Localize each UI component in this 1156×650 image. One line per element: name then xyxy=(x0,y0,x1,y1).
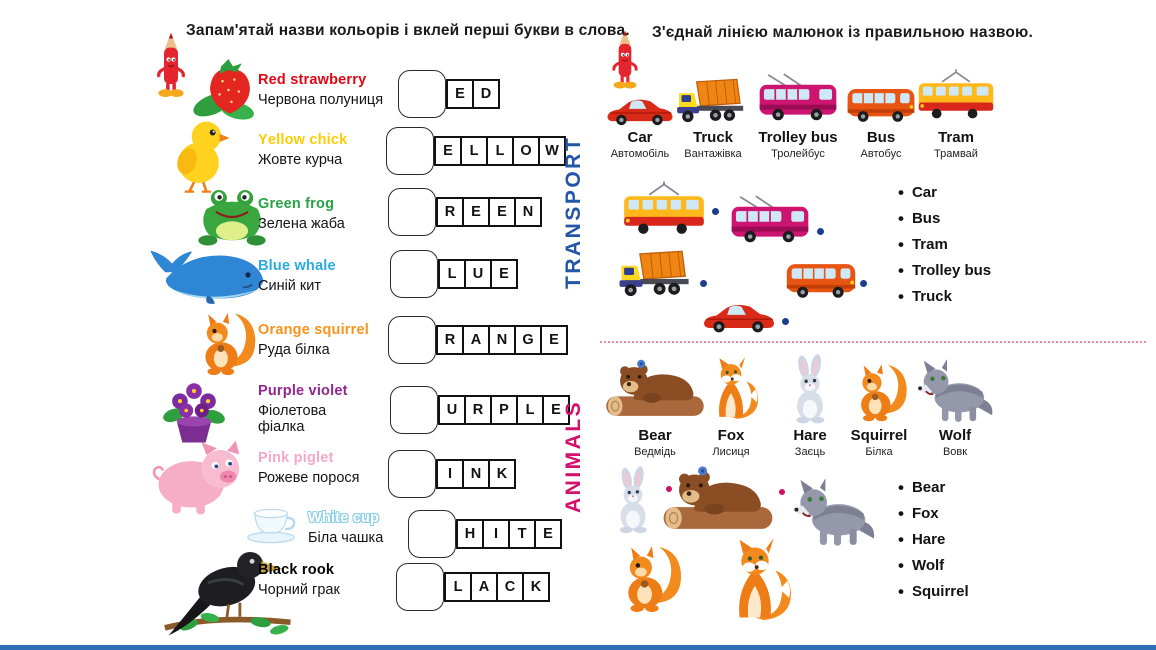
option-squirrel[interactable]: • Squirrel xyxy=(898,583,969,600)
option-hare[interactable]: • Hare xyxy=(898,531,969,548)
connector-dot[interactable] xyxy=(712,208,719,215)
card-label-en: Squirrel xyxy=(850,427,908,444)
answer-strip xyxy=(390,386,570,434)
answer-strip xyxy=(386,127,566,175)
card-label-uk: Трамвай xyxy=(934,148,978,160)
card-label-en: Truck xyxy=(692,129,734,146)
violet-illustration xyxy=(158,370,230,448)
letter-cell: E xyxy=(540,325,568,355)
connector-dot[interactable] xyxy=(666,486,672,492)
hare-illustration xyxy=(784,352,836,424)
letter-cell: R xyxy=(436,197,464,227)
car-picture[interactable] xyxy=(700,298,778,333)
tram-illustration xyxy=(913,62,999,126)
color-word-ukrainian: Фіолетова фіалка xyxy=(258,403,327,435)
letter-cell: D xyxy=(472,79,500,109)
letter-cell: E xyxy=(534,519,562,549)
option-bus[interactable]: • Bus xyxy=(898,210,991,227)
letter-cell: E xyxy=(488,197,516,227)
letter-cell: U xyxy=(464,259,492,289)
letter-cell: E xyxy=(490,259,518,289)
card-label-uk: Ведмідь xyxy=(634,446,676,458)
option-bear[interactable]: • Bear xyxy=(898,479,969,496)
sticker-slot[interactable] xyxy=(388,450,436,498)
card-label-en: Fox xyxy=(717,427,745,444)
connector-dot[interactable] xyxy=(700,280,707,287)
letter-cell: L xyxy=(486,136,514,166)
color-word-english: Blue whale xyxy=(258,258,336,274)
answer-strip xyxy=(396,563,550,611)
letter-cell: W xyxy=(538,136,566,166)
transport-card-trolley-bus[interactable] xyxy=(748,62,848,160)
letter-cell: E xyxy=(542,395,570,425)
color-word-ukrainian: Синій кит xyxy=(258,278,322,294)
letter-cell: N xyxy=(462,459,490,489)
car-illustration xyxy=(604,62,676,126)
color-word-ukrainian: Червона полуниця xyxy=(258,92,384,108)
squirrel-illustration xyxy=(847,352,911,424)
wolf-illustration xyxy=(914,352,996,424)
color-word-english: Black rook xyxy=(258,562,335,578)
transport-card-bus[interactable] xyxy=(843,62,919,160)
card-label-uk: Тролейбус xyxy=(771,148,825,160)
wolf-picture[interactable] xyxy=(790,476,878,548)
truck-picture[interactable] xyxy=(616,250,698,300)
hare-picture[interactable] xyxy=(608,466,658,534)
right-page-title: З'єднай лінією малюнок із правильною назвою. xyxy=(652,24,1033,41)
letter-cell: A xyxy=(462,325,490,355)
letter-cell: K xyxy=(522,572,550,602)
color-word-english: Red strawberry xyxy=(258,72,367,88)
animal-card-bear[interactable] xyxy=(600,352,710,458)
card-label-en: Wolf xyxy=(938,427,972,444)
animal-card-squirrel[interactable] xyxy=(844,352,914,458)
pencil-mascot-icon xyxy=(150,30,192,103)
color-word-english: Yellow chick xyxy=(258,132,348,148)
connector-dot[interactable] xyxy=(817,228,824,235)
sticker-slot[interactable] xyxy=(398,70,446,118)
letter-cell: L xyxy=(516,395,544,425)
left-page-title: Запам'ятай назви кольорів і вклей перші букви в слова. xyxy=(186,22,630,39)
letter-cell: H xyxy=(456,519,484,549)
card-label-en: Car xyxy=(627,129,653,146)
fox-illustration xyxy=(700,352,762,424)
squirrel-picture[interactable] xyxy=(612,538,686,615)
color-word-english: Purple violet xyxy=(258,383,348,399)
answer-strip xyxy=(388,188,542,236)
color-word-ukrainian: Руда білка xyxy=(258,342,330,358)
tram-picture[interactable] xyxy=(618,180,710,242)
letter-cell: N xyxy=(488,325,516,355)
card-label-uk: Лисиця xyxy=(712,446,750,458)
letter-cell: G xyxy=(514,325,542,355)
color-word-english: Green frog xyxy=(258,196,335,212)
option-fox[interactable]: • Fox xyxy=(898,505,969,522)
animals-section-label: ANIMALS xyxy=(562,399,585,513)
letter-cell: I xyxy=(436,459,464,489)
color-word-english: White cup xyxy=(308,510,380,526)
letter-cell: R xyxy=(436,325,464,355)
card-label-uk: Автомобіль xyxy=(610,148,670,160)
letter-cell: E xyxy=(446,79,474,109)
section-divider xyxy=(600,341,1146,343)
transport-card-truck[interactable] xyxy=(674,62,752,160)
card-label-en: Trolley bus xyxy=(758,129,838,146)
letter-cell: N xyxy=(514,197,542,227)
squirrel-illustration xyxy=(190,305,260,378)
letter-cell: P xyxy=(490,395,518,425)
transport-card-car[interactable] xyxy=(601,62,679,160)
trolley-bus-illustration xyxy=(754,62,842,126)
letter-cell: A xyxy=(470,572,498,602)
card-label-uk: Заєць xyxy=(794,446,826,458)
color-word-english: Pink piglet xyxy=(258,450,334,466)
letter-cell: T xyxy=(508,519,536,549)
letter-cell: E xyxy=(462,197,490,227)
truck-illustration xyxy=(674,62,752,126)
color-word-ukrainian: Зелена жаба xyxy=(258,216,345,232)
transport-section-label: TRANSPORT xyxy=(562,135,585,289)
card-label-en: Bear xyxy=(638,427,672,444)
card-label-en: Hare xyxy=(793,427,827,444)
card-label-uk: Автобус xyxy=(860,148,902,160)
bear-illustration xyxy=(603,352,707,424)
answer-strip xyxy=(390,250,518,298)
fox-picture[interactable] xyxy=(714,538,796,627)
answer-strip xyxy=(388,450,516,498)
option-truck[interactable]: • Truck xyxy=(898,288,991,305)
chick-illustration xyxy=(166,113,236,194)
card-label-uk: Вовк xyxy=(942,446,968,458)
sticker-slot[interactable] xyxy=(408,510,456,558)
letter-cell: K xyxy=(488,459,516,489)
letter-cell: O xyxy=(512,136,540,166)
bottom-page-bar xyxy=(0,645,1156,650)
card-label-en: Bus xyxy=(866,129,896,146)
card-label-uk: Вантажівка xyxy=(684,148,742,160)
connector-dot[interactable] xyxy=(860,280,867,287)
piglet-illustration xyxy=(148,438,248,517)
sticker-slot[interactable] xyxy=(390,250,438,298)
connector-dot[interactable] xyxy=(782,318,789,325)
option-car[interactable]: • Car xyxy=(898,184,991,201)
letter-cell: U xyxy=(438,395,466,425)
color-word-ukrainian: Біла чашка xyxy=(308,530,384,546)
card-label-uk: Білка xyxy=(865,446,893,458)
bear-picture[interactable] xyxy=(660,460,776,538)
color-word-ukrainian: Рожеве порося xyxy=(258,470,360,486)
bus-picture[interactable] xyxy=(783,258,859,302)
card-label-en: Tram xyxy=(938,129,974,146)
sticker-slot[interactable] xyxy=(396,563,444,611)
sticker-slot[interactable] xyxy=(390,386,438,434)
animal-options-list xyxy=(898,479,969,609)
color-word-ukrainian: Жовте курча xyxy=(258,152,343,168)
letter-cell: I xyxy=(482,519,510,549)
option-trolley-bus[interactable]: • Trolley bus xyxy=(898,262,991,279)
connector-dot[interactable] xyxy=(779,489,785,495)
color-word-english: Orange squirrel xyxy=(258,322,369,338)
answer-strip xyxy=(388,316,568,364)
option-wolf[interactable]: • Wolf xyxy=(898,557,969,574)
bus-illustration xyxy=(844,62,918,126)
sticker-slot[interactable] xyxy=(386,127,434,175)
animal-card-wolf[interactable] xyxy=(912,352,998,458)
whale-illustration xyxy=(146,246,268,309)
answer-strip xyxy=(408,510,562,558)
transport-options-list xyxy=(898,184,991,314)
transport-card-tram[interactable] xyxy=(909,62,1003,160)
answer-strip xyxy=(398,70,500,118)
trolley-bus-picture[interactable] xyxy=(726,194,814,248)
sticker-slot[interactable] xyxy=(388,188,436,236)
letter-cell: R xyxy=(464,395,492,425)
animal-card-hare[interactable] xyxy=(778,352,842,458)
letter-cell: L xyxy=(444,572,472,602)
animal-card-fox[interactable] xyxy=(698,352,764,458)
option-tram[interactable]: • Tram xyxy=(898,236,991,253)
color-word-ukrainian: Чорний грак xyxy=(258,582,340,598)
letter-cell: E xyxy=(434,136,462,166)
letter-cell: L xyxy=(460,136,488,166)
sticker-slot[interactable] xyxy=(388,316,436,364)
letter-cell: C xyxy=(496,572,524,602)
letter-cell: L xyxy=(438,259,466,289)
